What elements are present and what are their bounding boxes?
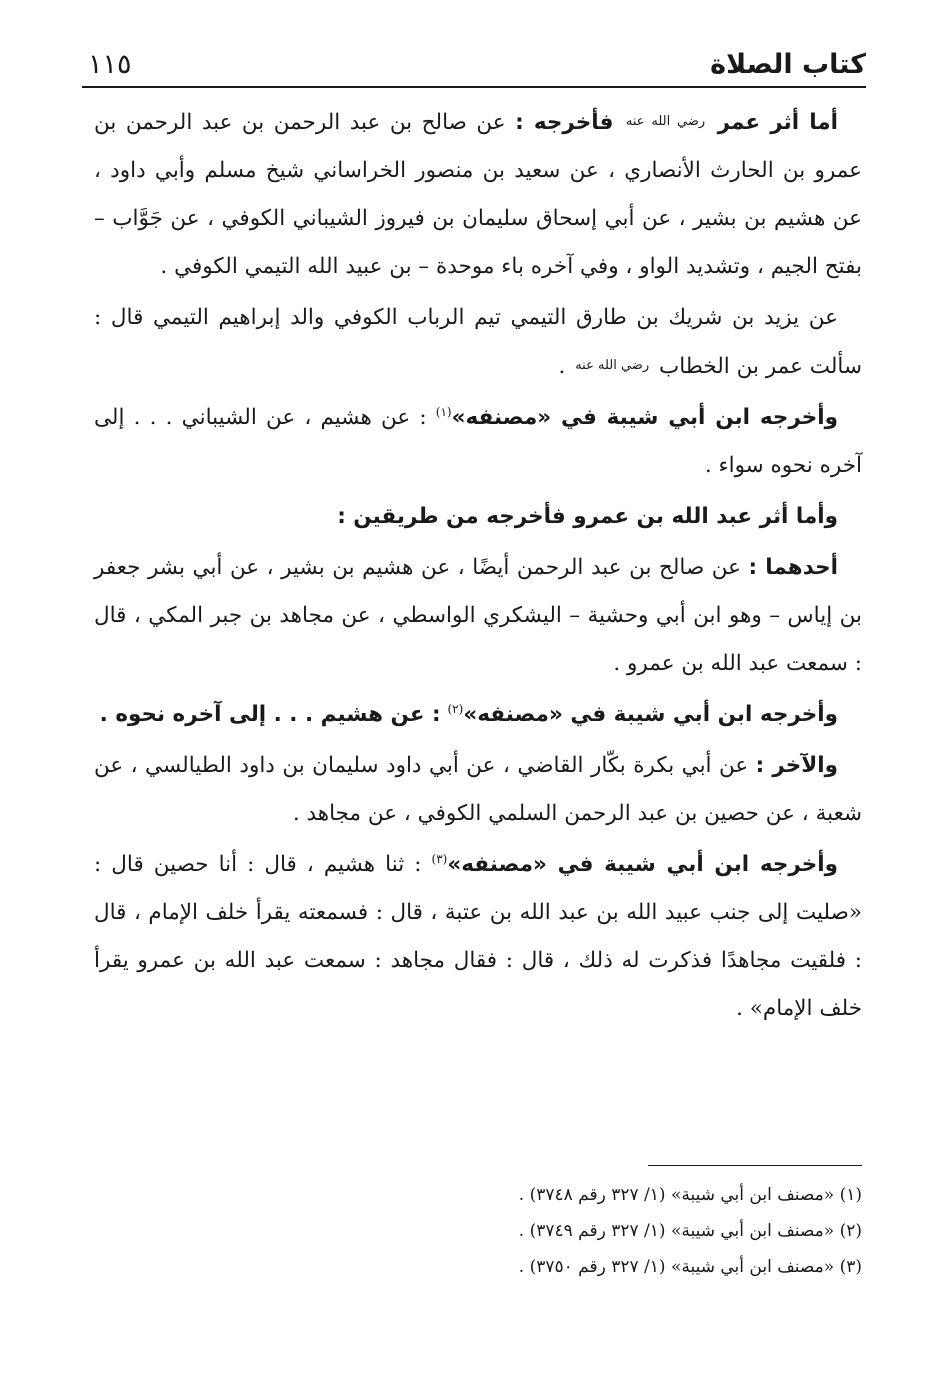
paragraph-ibn-abi-shayba-3 bbox=[94, 841, 862, 1033]
bold-lead: أما أثر عمر bbox=[717, 110, 838, 135]
paragraph-end: . bbox=[558, 354, 566, 379]
footnotes bbox=[94, 1177, 862, 1285]
honorific-glyph: رضي الله عنه bbox=[625, 114, 706, 129]
page-number: ١١٥ bbox=[88, 49, 132, 80]
footnote-ref: (١) bbox=[435, 404, 452, 419]
page-header bbox=[82, 30, 866, 88]
paragraph-second-route bbox=[94, 742, 862, 838]
paragraph-ibn-abi-shayba-1 bbox=[94, 394, 862, 490]
bold-lead: أحدهما : bbox=[748, 555, 838, 580]
paragraph-first-route bbox=[94, 544, 862, 688]
bold-lead: فأخرجه : bbox=[515, 110, 614, 135]
bold-lead: : عن هشيم . . . إلى آخره نحوه . bbox=[99, 702, 441, 727]
footnote-1: (١) «مصنف ابن أبي شيبة» (١/ ٣٢٧ رقم ٣٧٤٨) . bbox=[518, 1185, 862, 1205]
paragraph-text: : ثنا هشيم ، قال : أنا حصين قال : «صليت إلى جنب عبيد الله بن عبد الله بن عتبة ، قال : فسمعته يقرأ خلف الإمام ، قال : فلقيت مجاهدًا فذكرت له ذلك ، قال : فقال مجاهد : سمعت عبد الله بن عمرو يقرأ خلف الإمام» . bbox=[94, 852, 862, 1021]
footnote-ref: (٣) bbox=[431, 851, 448, 866]
paragraph-abdullah-athar-heading bbox=[94, 493, 862, 541]
bold-lead: وأخرجه ابن أبي شيبة في «مصنفه» bbox=[451, 405, 838, 430]
bold-lead: وأخرجه ابن أبي شيبة في «مصنفه» bbox=[463, 702, 838, 727]
footnote-2: (٢) «مصنف ابن أبي شيبة» (١/ ٣٢٧ رقم ٣٧٤٩) . bbox=[518, 1221, 862, 1241]
paragraph-text: : عن هشيم ، عن الشيباني . . . إلى آخره نحوه سواء . bbox=[94, 405, 862, 478]
paragraph-text: عن أبي بكرة بكّار القاضي ، عن أبي داود سليمان بن داود الطيالسي ، عن شعبة ، عن حصين بن عبد الرحمن السلمي الكوفي ، عن مجاهد . bbox=[94, 753, 862, 826]
paragraph-ibn-abi-shayba-2 bbox=[94, 691, 862, 739]
bold-lead: والآخر : bbox=[755, 753, 838, 778]
bold-lead: وأخرجه ابن أبي شيبة في «مصنفه» bbox=[447, 852, 838, 877]
paragraph-umar-athar bbox=[94, 98, 862, 291]
footnote-3: (٣) «مصنف ابن أبي شيبة» (١/ ٣٢٧ رقم ٣٧٥٠) . bbox=[518, 1257, 862, 1277]
paragraph-text: عن يزيد بن شريك بن طارق التيمي تيم الرباب الكوفي والد إبراهيم التيمي قال : سألت عمر بن الخطاب bbox=[94, 305, 862, 379]
footnote-divider bbox=[648, 1165, 862, 1166]
paragraph-text: عن صالح بن عبد الرحمن بن عبد الرحمن بن عمرو بن الحارث الأنصاري ، عن سعيد بن منصور الخراساني شيخ مسلم وأبي داود ، عن هشيم بن بشير ، عن أبي إسحاق سليمان بن فيروز الشيباني الكوفي ، عن جَوَّاب – بفتح الجيم ، وتشديد الواو ، وفي آخره باء موحدة – بن عبيد الله التيمي الكوفي . bbox=[94, 110, 862, 279]
honorific-glyph: رضي الله عنه bbox=[575, 358, 650, 373]
bold-lead: وأما أثر عبد الله بن عمرو فأخرجه من طريقين : bbox=[337, 504, 838, 529]
paragraph-text: عن صالح بن عبد الرحمن أيضًا ، عن هشيم بن بشير ، عن أبي بشر جعفر بن إياس – وهو ابن أبي وحشية – اليشكري الواسطي ، عن مجاهد بن جبر المكي ، قال : سمعت عبد الله بن عمرو . bbox=[94, 555, 862, 676]
footnote-ref: (٢) bbox=[447, 701, 464, 716]
paragraph-yazid bbox=[94, 294, 862, 391]
main-text bbox=[94, 98, 862, 1036]
running-title: كتاب الصلاة bbox=[710, 49, 866, 80]
